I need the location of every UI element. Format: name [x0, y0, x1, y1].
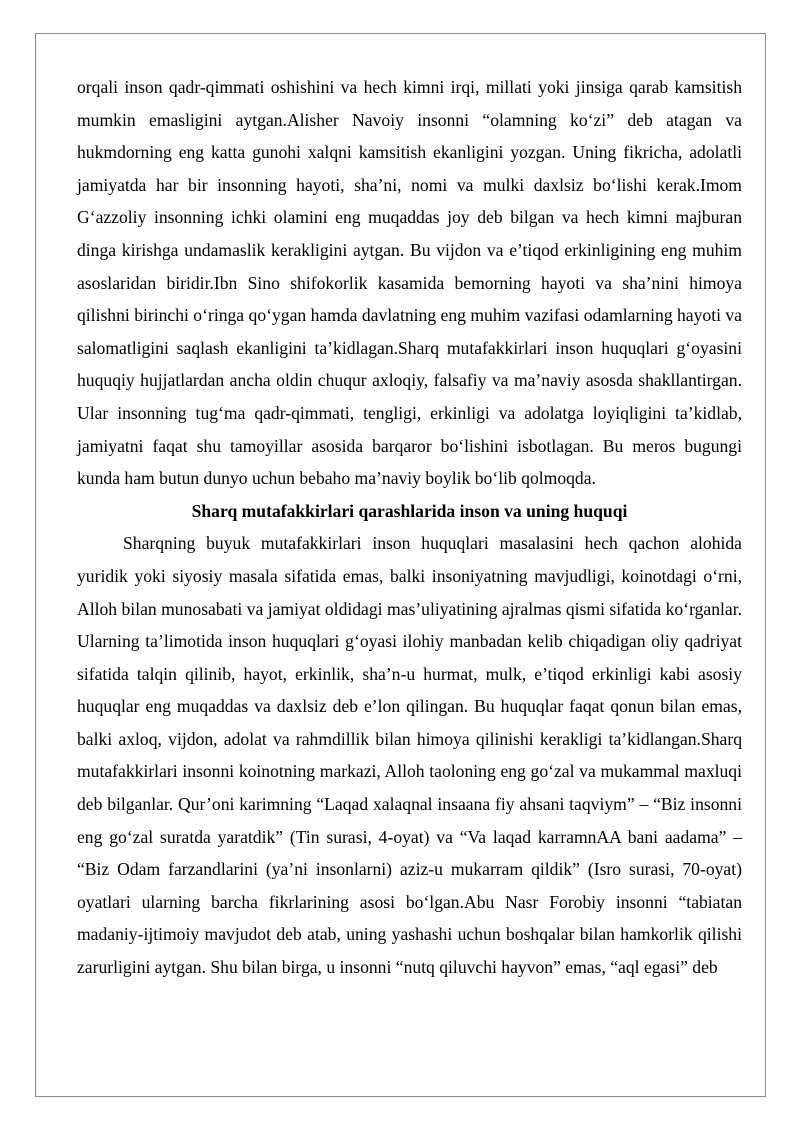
paragraph-main: Sharqning buyuk mutafakkirlari inson huquqlari masalasini hech qachon alohida yuridik yoki siyosiy masala sifatida emas, balki insoniyatning mavjudligi, koinotdagi o‘rni, Alloh bilan munosabati va jamiyat oldidagi mas’uliyatining ajralmas qismi sifatida ko‘rganlar. Ularning ta’limotida inson huquqlari g‘oyasi ilohiy manbadan kelib chiqadigan oliy qadriyat sifatida talqin qilinib, hayot, erkinlik, sha’n-u hurmat, mulk, e’tiqod erkinligi kabi asosiy huquqlar eng muqaddas va daxlsiz deb e’lon qilingan. Bu huquqlar faqat qonun bilan emas, balki axloq, vijdon, adolat va rahmdillik bilan himoya qilinishi kerakligi ta’kidlangan.Sharq mutafakkirlari insonni koinotning markazi, Alloh taoloning eng go‘zal va mukammal maxluqi deb bilganlar. Qur’oni karimning “Laqad xalaqnal insaana fiy ahsani taqviym” – “Biz insonni eng go‘zal suratda yaratdik” (Tin surasi, 4-oyat) va “Va laqad karramnAA bani aadama” – “Biz Odam farzandlarini (ya’ni insonlarni) aziz-u mukarram qildik” (Isro surasi, 70-oyat) oyatlari ularning barcha fikrlarining asosi bo‘lgan.Abu Nasr Forobiy insonni “tabiatan madaniy-ijtimoiy mavjudot deb atab, uning yashashi uchun boshqalar bilan hamkorlik qilishi zarurligini aytgan. Shu bilan birga, u insonni “nutq qiluvchi hayvon” emas, “aql egasi” deb	[77, 533, 742, 978]
section-heading: Sharq mutafakkirlari qarashlarida inson va uning huquqi	[191, 500, 628, 521]
paragraph-continuation: orqali inson qadr-qimmati oshishini va hech kimni irqi, millati yoki jinsiga qarab kamsitish mumkin emasligini aytgan.Alisher Navoiy insonni “olamning ko‘zi” deb atagan va hukmdorning eng katta gunohi xalqni kamsitish ekanligini yozgan. Uning fikricha, adolatli jamiyatda har bir insonning hayoti, sha’ni, nomi va mulki daxlsiz bo‘lishi kerak.Imom G‘azzoliy insonning ichki olamini eng muqaddas joy deb bilgan va hech kimni majburan dinga kirishga undamaslik kerakligini aytgan. Bu vijdon va e’tiqod erkinligining eng muhim asoslaridan biridir.Ibn Sino shifokorlik kasamida bemorning hayoti va sha’nini himoya qilishni birinchi o‘ringa qo‘ygan hamda davlatning eng muhim vazifasi odamlarning hayoti va salomatligini saqlash ekanligini ta’kidlagan.Sharq mutafakkirlari inson huquqlari g‘oyasini huquqiy hujjatlardan ancha oldin chuqur axloqiy, falsafiy va ma’naviy asosda shakllantirgan. Ular insonning tug‘ma qadr-qimmati, tengligi, erkinligi va adolatga loyiqligini ta’kidlab, jamiyatni faqat shu tamoyillar asosida barqaror bo‘lishini isbotlagan. Bu meros bugungi kunda ham butun dunyo uchun bebaho ma’naviy boylik bo‘lib qolmoqda.	[77, 77, 742, 489]
document-body	[77, 71, 742, 984]
